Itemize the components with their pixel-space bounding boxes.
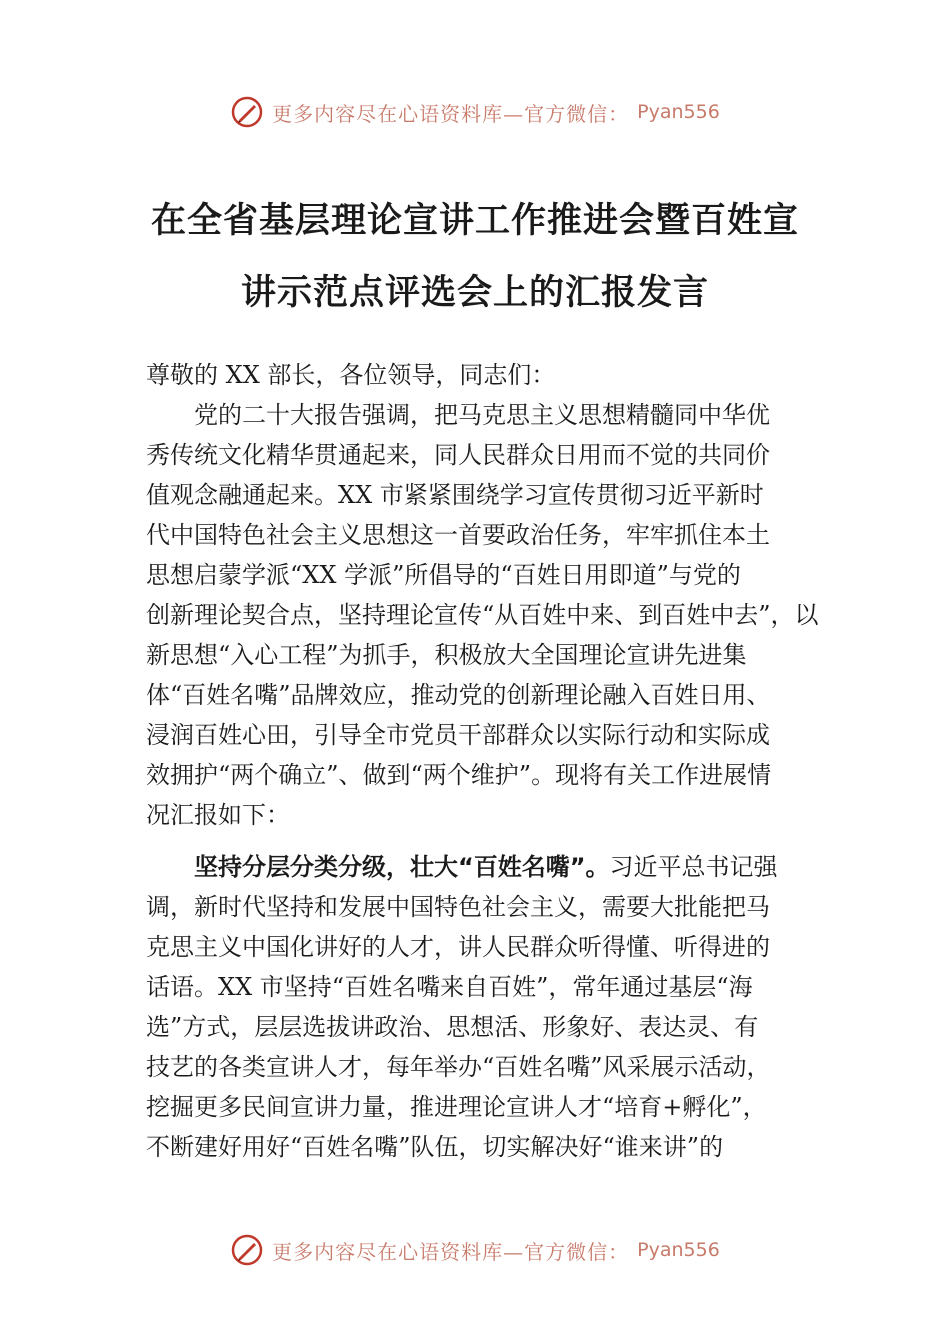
paragraph-line: 不断建好用好“百姓名嘴”队伍，切实解决好“谁来讲”的: [146, 1133, 724, 1161]
watermark-text: 更多内容尽在心语资料库—官方微信：: [272, 101, 630, 126]
paragraph-line: 秀传统文化精华贯通起来，同人民群众日用而不觉的共同价: [146, 441, 770, 469]
paragraph-line: 话语。XX 市坚持“百姓名嘴来自百姓”，常年通过基层“海: [146, 973, 753, 1001]
paragraph-line: 新思想“入心工程”为抓手，积极放大全国理论宣讲先进集: [146, 641, 747, 669]
pen-logo-icon: [230, 1233, 264, 1267]
paragraph-2: [146, 847, 822, 1167]
paragraph-line: 况汇报如下：: [146, 801, 290, 829]
paragraph-line: 代中国特色社会主义思想这一首要政治任务，牢牢抓住本土: [146, 521, 770, 549]
paragraph-line: 创新理论契合点，坚持理论宣传“从百姓中来、到百姓中去”，以: [146, 601, 819, 629]
paragraph-line: 思想启蒙学派“XX 学派”所倡导的“百姓日用即道”与党的: [146, 561, 741, 589]
paragraph-line: 效拥护“两个确立”、做到“两个维护”。现将有关工作进展情: [146, 761, 772, 789]
pen-logo-icon: [230, 95, 264, 129]
greeting: 尊敬的 XX 部长，各位领导，同志们：: [146, 361, 556, 389]
watermark-header: [0, 95, 950, 129]
paragraph-line: 值观念融通起来。XX 市紧紧围绕学习宣传贯彻习近平新时: [146, 481, 764, 509]
watermark-text: 更多内容尽在心语资料库—官方微信：: [272, 1239, 630, 1264]
paragraph-line: 调，新时代坚持和发展中国特色社会主义，需要大批能把马: [146, 893, 770, 921]
paragraph-line: 体“百姓名嘴”品牌效应，推动党的创新理论融入百姓日用、: [146, 681, 771, 709]
document-body: [146, 355, 822, 1167]
paragraph-line: 党的二十大报告强调，把马克思主义思想精髓同中华优: [194, 401, 770, 429]
paragraph-line: 技艺的各类宣讲人才，每年举办“百姓名嘴”风采展示活动，: [146, 1053, 771, 1081]
watermark-wechat-id: Pyan556: [637, 101, 720, 123]
watermark-footer: [0, 1233, 950, 1267]
paragraph-text: 习近平总书记强: [609, 853, 778, 881]
paragraph-line: [146, 847, 822, 887]
title-line-1: 在全省基层理论宣讲工作推进会暨百姓宣: [150, 200, 799, 241]
section-heading: 坚持分层分类分级，壮大“百姓名嘴”。: [194, 853, 610, 881]
title-line-2: 讲示范点评选会上的汇报发言: [240, 272, 709, 313]
paragraph-line: 选”方式，层层选拔讲政治、思想活、形象好、表达灵、有: [146, 1013, 759, 1041]
paragraph-line: 克思主义中国化讲好的人才，讲人民群众听得懂、听得进的: [146, 933, 770, 961]
paragraph-1: [146, 395, 822, 835]
watermark-wechat-id: Pyan556: [637, 1239, 720, 1261]
document-title: [0, 185, 950, 329]
paragraph-line: 挖掘更多民间宣讲力量，推进理论宣讲人才“培育+孵化”，: [146, 1093, 767, 1121]
paragraph-line: 浸润百姓心田，引导全市党员干部群众以实际行动和实际成: [146, 721, 770, 749]
